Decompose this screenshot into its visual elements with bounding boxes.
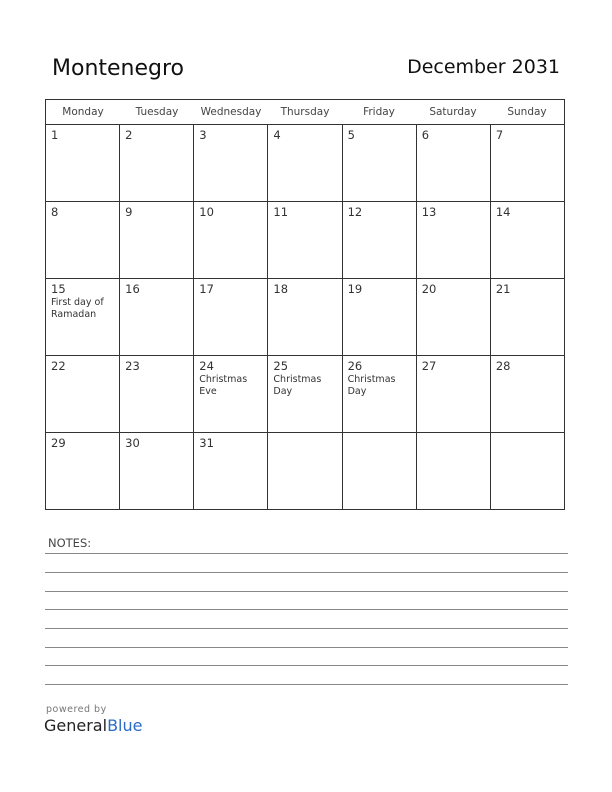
day-cell[interactable] [194, 125, 268, 201]
day-cell[interactable] [417, 125, 491, 201]
day-cell[interactable] [268, 356, 342, 432]
month-year-title: December 2031 [407, 56, 560, 78]
weekday-label: Tuesday [135, 106, 179, 118]
weekday-label: Saturday [429, 106, 477, 118]
notes-label: NOTES: [48, 536, 92, 550]
notes-line [45, 684, 568, 685]
day-cell[interactable] [120, 125, 194, 201]
day-number: 1 [51, 128, 59, 142]
holiday-label: Christmas Day [273, 374, 322, 397]
day-cell[interactable] [194, 202, 268, 278]
day-cell[interactable] [491, 279, 564, 355]
day-cell[interactable] [343, 433, 417, 509]
day-cell[interactable] [194, 279, 268, 355]
day-cell[interactable] [343, 125, 417, 201]
notes-line [45, 628, 568, 629]
day-number: 20 [421, 282, 437, 296]
day-number: 9 [125, 205, 133, 219]
notes-line [45, 609, 568, 610]
day-number: 30 [125, 436, 140, 450]
weekday-label: Wednesday [200, 106, 262, 118]
day-cell[interactable] [343, 279, 417, 355]
weekday-header [46, 100, 564, 125]
day-number: 5 [347, 128, 355, 142]
day-number: 10 [199, 205, 214, 219]
day-cell[interactable] [46, 279, 120, 355]
day-cell[interactable] [417, 433, 491, 509]
day-cell[interactable] [120, 356, 194, 432]
day-number: 11 [273, 205, 289, 219]
brand-logo[interactable] [44, 716, 142, 735]
day-number: 29 [51, 436, 66, 450]
holiday-label: First day of Ramadan [51, 297, 104, 320]
week-row [46, 356, 564, 433]
day-number: 6 [421, 128, 430, 142]
brand-part1: General [44, 716, 108, 735]
day-cell[interactable] [194, 356, 268, 432]
day-number: 4 [273, 128, 281, 142]
day-number: 13 [421, 205, 437, 219]
week-row [46, 433, 564, 509]
powered-by-text: powered by [46, 704, 107, 715]
day-number: 26 [347, 359, 363, 373]
day-cell[interactable] [46, 125, 120, 201]
day-cell[interactable] [46, 356, 120, 432]
weekday-label: Thursday [280, 106, 330, 118]
weekday-label: Sunday [507, 106, 547, 118]
day-number: 22 [51, 359, 66, 373]
day-number: 15 [51, 282, 66, 296]
country-title: Montenegro [52, 56, 185, 81]
day-cell[interactable] [417, 279, 491, 355]
day-cell[interactable] [268, 433, 342, 509]
day-number: 17 [199, 282, 214, 296]
day-cell[interactable] [194, 433, 268, 509]
notes-line [45, 665, 568, 666]
day-cell[interactable] [417, 356, 491, 432]
day-number: 19 [347, 282, 363, 296]
holiday-label: Christmas Day [347, 374, 396, 397]
day-cell[interactable] [417, 202, 491, 278]
day-cell[interactable] [343, 356, 417, 432]
day-cell[interactable] [120, 279, 194, 355]
day-cell[interactable] [491, 125, 564, 201]
day-number: 18 [273, 282, 289, 296]
day-cell[interactable] [491, 433, 564, 509]
notes-line [45, 553, 568, 554]
weekday-label: Friday [363, 106, 395, 118]
day-number: 21 [495, 282, 511, 296]
day-cell[interactable] [268, 125, 342, 201]
day-number: 28 [495, 359, 511, 373]
day-cell[interactable] [120, 433, 194, 509]
notes-line [45, 591, 568, 592]
week-row [46, 202, 564, 279]
weeks-container [46, 125, 564, 509]
brand-part2: Blue [107, 716, 143, 735]
day-cell[interactable] [268, 202, 342, 278]
day-cell[interactable] [268, 279, 342, 355]
day-number: 23 [125, 359, 140, 373]
day-number: 31 [199, 436, 214, 450]
weekday-label: Monday [62, 106, 104, 118]
day-cell[interactable] [120, 202, 194, 278]
day-number: 16 [125, 282, 140, 296]
calendar-grid [45, 99, 565, 510]
day-cell[interactable] [46, 433, 120, 509]
day-number: 7 [495, 128, 504, 142]
notes-line [45, 647, 568, 648]
day-number: 8 [51, 205, 59, 219]
week-row [46, 279, 564, 356]
day-number: 27 [421, 359, 437, 373]
day-number: 24 [199, 359, 214, 373]
day-number: 12 [347, 205, 363, 219]
week-row [46, 125, 564, 202]
day-number: 2 [125, 128, 133, 142]
day-number: 3 [199, 128, 207, 142]
notes-line [45, 572, 568, 573]
day-cell[interactable] [491, 356, 564, 432]
day-cell[interactable] [46, 202, 120, 278]
day-cell[interactable] [491, 202, 564, 278]
day-number: 25 [273, 359, 289, 373]
day-number: 14 [495, 205, 511, 219]
day-cell[interactable] [343, 202, 417, 278]
holiday-label: Christmas Eve [199, 374, 248, 397]
